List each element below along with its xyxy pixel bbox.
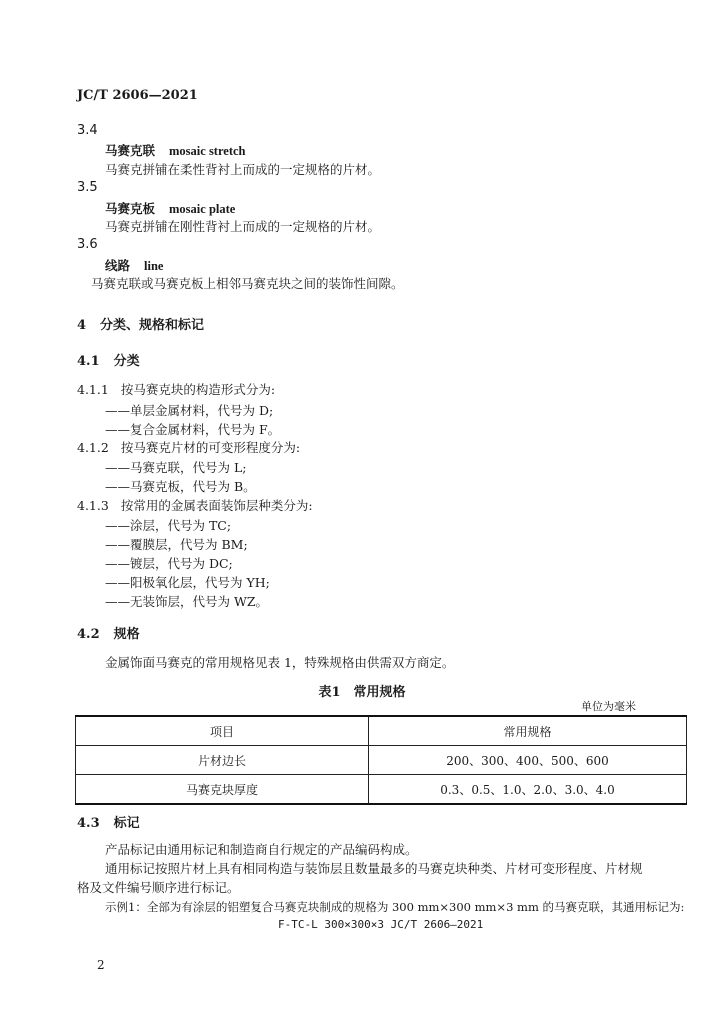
example-mark: F-TC-L 300×300×3 JC/T 2606—2021 [278, 918, 484, 931]
list-item: ——马赛克联，代号为 L; [105, 460, 247, 475]
clause [77, 496, 313, 514]
section-title: 分类 [113, 354, 140, 369]
term-number: 3.4 [77, 123, 98, 138]
section-heading [77, 350, 140, 369]
term-zh: 马赛克联 [105, 143, 156, 158]
term-zh: 马赛克板 [105, 201, 156, 216]
list-item: ——复合金属材料，代号为 F。 [105, 422, 281, 437]
clause-number: 4.1.3 [77, 498, 109, 513]
section-heading [77, 623, 140, 642]
list-item: ——马赛克板，代号为 B。 [105, 479, 256, 494]
section-number: 4.1 [77, 354, 100, 369]
clause-number: 4.1.1 [77, 382, 109, 397]
term-en: mosaic plate [169, 202, 236, 216]
standard-header: JC/T 2606—2021 [77, 88, 198, 103]
list-item: ——覆膜层，代号为 BM; [105, 537, 248, 552]
table-cell: 马赛克块厚度 [76, 775, 369, 805]
section-heading [77, 314, 204, 333]
table-header-row [76, 716, 687, 746]
table-row [76, 775, 687, 805]
clause [77, 380, 275, 398]
table-cell: 片材边长 [76, 746, 369, 775]
clause-text: 按常用的金属表面装饰层种类分为: [120, 498, 313, 513]
paragraph: 金属饰面马赛克的常用规格见表 1，特殊规格由供需双方商定。 [105, 655, 455, 670]
clause-number: 4.1.2 [77, 440, 109, 455]
table-header-cell: 常用规格 [369, 716, 687, 746]
paragraph-continuation: 格及文件编号顺序进行标记。 [77, 880, 240, 895]
term-number: 3.6 [77, 237, 98, 252]
clause-text: 按马赛克片材的可变形程度分为: [120, 440, 301, 455]
term-number: 3.5 [77, 180, 98, 195]
paragraph: 通用标记按照片材上具有相同构造与装饰层且数量最多的马赛克块种类、片材可变形程度、片材规 [105, 861, 643, 876]
section-number: 4.2 [77, 627, 100, 642]
list-item: ——无装饰层，代号为 WZ。 [105, 594, 269, 609]
term-title [105, 256, 163, 274]
term-title [105, 199, 235, 217]
clause [77, 438, 300, 456]
term-zh: 线路 [105, 258, 131, 273]
page-number: 2 [97, 958, 105, 972]
paragraph: 产品标记由通用标记和制造商自行规定的产品编码构成。 [105, 842, 418, 857]
spec-table [75, 715, 687, 805]
table-row [76, 746, 687, 775]
term-en: mosaic stretch [169, 144, 246, 158]
section-title: 标记 [113, 816, 140, 831]
clause-text: 按马赛克块的构造形式分为: [120, 382, 276, 397]
section-title: 规格 [113, 627, 140, 642]
table-caption: 表1 常用规格 [318, 685, 406, 700]
list-item: ——单层金属材料，代号为 D; [105, 403, 274, 418]
term-title [105, 141, 246, 159]
term-definition: 马赛克联或马赛克板上相邻马赛克块之间的装饰性间隙。 [91, 276, 404, 291]
table-unit: 单位为毫米 [581, 700, 636, 713]
table-cell: 200、300、400、500、600 [369, 746, 687, 775]
section-title: 分类、规格和标记 [100, 318, 205, 333]
list-item: ——涂层，代号为 TC; [105, 518, 232, 533]
list-item: ——镀层，代号为 DC; [105, 556, 233, 571]
term-definition: 马赛克拼铺在刚性背衬上而成的一定规格的片材。 [105, 219, 381, 234]
table-header-cell: 项目 [76, 716, 369, 746]
section-heading [77, 812, 140, 831]
section-number: 4 [77, 318, 87, 333]
list-item: ——阳极氧化层，代号为 YH; [105, 575, 270, 590]
section-number: 4.3 [77, 816, 100, 831]
example-text: 示例1：全部为有涂层的铝塑复合马赛克块制成的规格为 300 mm×300 mm×3 mm 的马赛克联，其通用标记为: [105, 900, 685, 914]
table-cell: 0.3、0.5、1.0、2.0、3.0、4.0 [369, 775, 687, 805]
term-definition: 马赛克拼铺在柔性背衬上而成的一定规格的片材。 [105, 162, 381, 177]
term-en: line [144, 259, 164, 273]
